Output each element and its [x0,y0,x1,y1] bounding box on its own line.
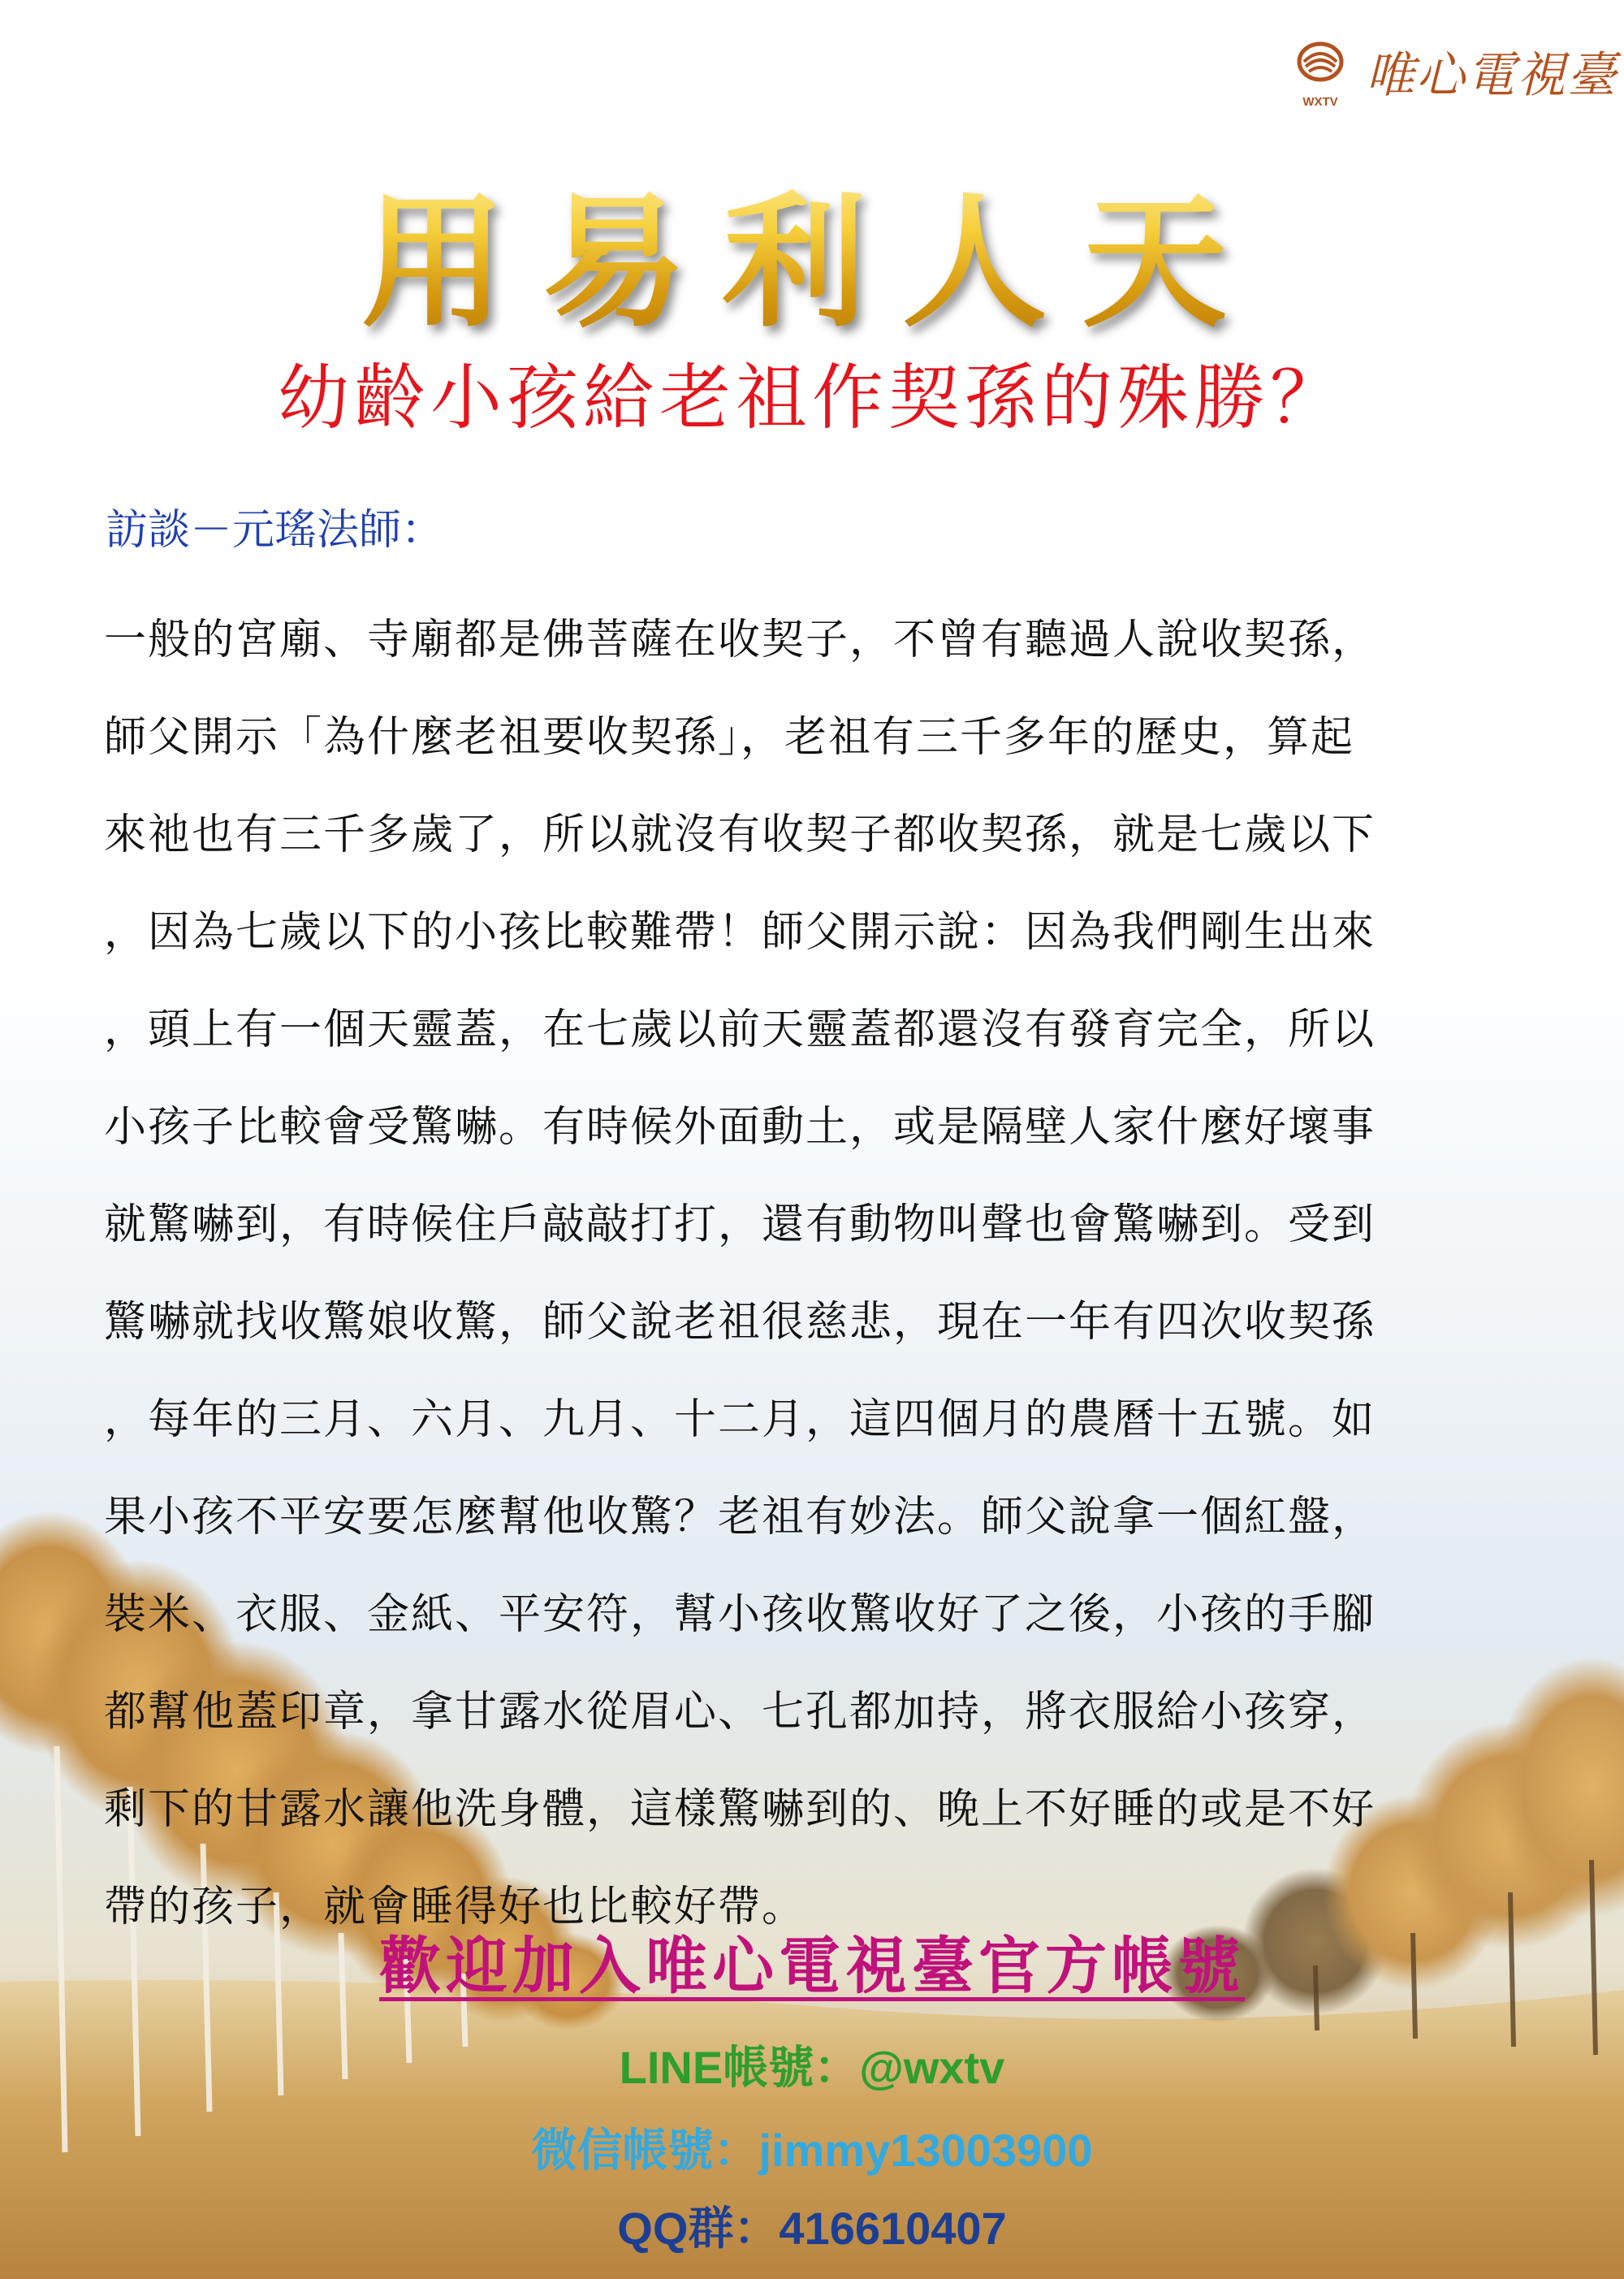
wxtv-logo [1286,31,1618,112]
body-line: 就驚嚇到，有時候住戶敲敲打打，還有動物叫聲也會驚嚇到。受到 [104,1200,1376,1249]
article-body [104,591,1533,1956]
body-line: 小孩子比較會受驚嚇。有時候外面動土，或是隔壁人家什麼好壞事 [104,1103,1376,1152]
body-line: ，每年的三月、六月、九月、十二月，這四個月的農曆十五號。如 [104,1395,1376,1444]
body-line: ，頭上有一個天靈蓋，在七歲以前天靈蓋都還沒有發育完全，所以 [104,1005,1376,1054]
page-title: 用易利人天 [0,146,1624,354]
logo-mark-label: WXTV [1302,95,1338,109]
line-account[interactable]: LINE帳號：@wxtv [619,2042,1005,2093]
body-line: 裝米、衣服、金紙、平安符，幫小孩收驚收好了之後，小孩的手腳 [104,1590,1376,1639]
wechat-account[interactable]: 微信帳號：jimmy13003900 [531,2125,1093,2176]
qq-group[interactable]: QQ群：416610407 [617,2203,1007,2254]
page-subtitle: 幼齡小孩給老祖作契孫的殊勝？ [277,356,1346,439]
body-line: 一般的宮廟、寺廟都是佛菩薩在收契子，不曾有聽過人說收契孫， [104,616,1376,664]
logo-name: 唯心電視臺 [1366,47,1618,104]
body-line: 剩下的甘露水讓他洗身體，這樣驚嚇到的、晚上不好睡的或是不好 [104,1785,1376,1834]
body-line: 師父開示「為什麼老祖要收契孫」，老祖有三千多年的歷史，算起 [104,713,1355,762]
wxtv-logo-icon [1286,37,1354,109]
body-line: 驚嚇就找收驚娘收驚，師父說老祖很慈悲，現在一年有四次收契孫 [104,1298,1376,1347]
body-line: 帶的孩子，就會睡得好也比較好帶。 [104,1883,806,1931]
body-line: 來祂也有三千多歲了，所以就沒有收契子都收契孫，就是七歲以下 [104,811,1376,859]
interview-label: 訪談－元瑤法師： [106,506,444,555]
body-line: 果小孩不平安要怎麼幫他收驚？老祖有妙法。師父說拿一個紅盤， [104,1493,1376,1542]
body-line: ，因為七歲以下的小孩比較難帶！師父開示說：因為我們剛生出來 [104,908,1376,957]
body-line: 都幫他蓋印章，拿甘露水從眉心、七孔都加持，將衣服給小孩穿， [104,1688,1376,1736]
official-account-cta[interactable]: 歡迎加入唯心電視臺官方帳號 [379,1930,1245,2002]
